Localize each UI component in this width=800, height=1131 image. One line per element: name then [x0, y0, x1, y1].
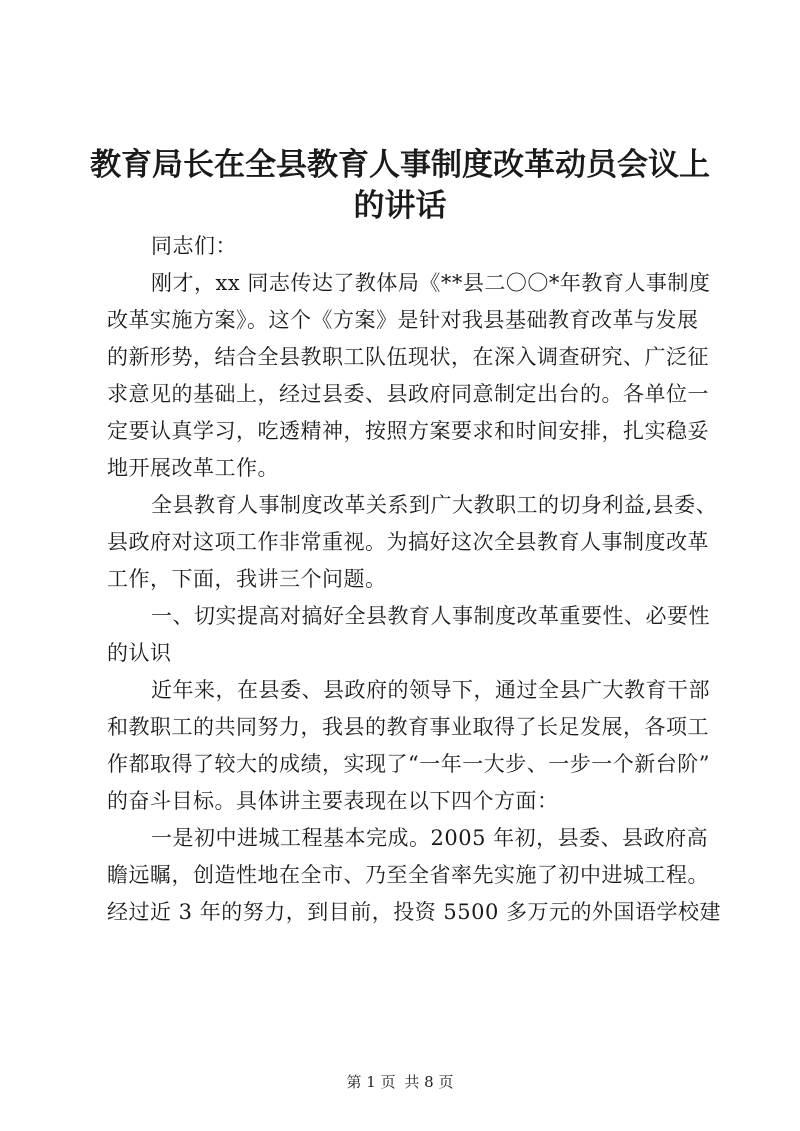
paragraph-line: 近年来，在县委、县政府的领导下，通过全县广大教育干部	[151, 678, 710, 702]
document-body	[107, 228, 722, 931]
document-title-line-1: 教育局长在全县教育人事制度改革动员会议上	[90, 147, 710, 183]
page-total: 共 8 页	[404, 1073, 454, 1091]
paragraph-line: 作都取得了较大的成绩，实现了“一年一大步、一步一个新台阶”	[107, 752, 710, 776]
paragraph-line: 求意见的基础上，经过县委、县政府同意制定出台的。各单位一	[107, 382, 709, 406]
document-title-line-2: 的讲话	[353, 188, 447, 224]
paragraph-line: 瞻远瞩，创造性地在全市、乃至全省率先实施了初中进城工程。	[107, 863, 709, 887]
paragraph-line: 经过近 3 年的努力，到目前，投资 5500 多万元的外国语学校建	[107, 900, 722, 924]
paragraph-line: 和教职工的共同努力，我县的教育事业取得了长足发展，各项工	[107, 715, 709, 739]
paragraph-line: 县政府对这项工作非常重视。为搞好这次全县教育人事制度改革	[107, 530, 709, 554]
salutation: 同志们：	[151, 234, 237, 258]
paragraph-line: 地开展改革工作。	[107, 456, 279, 480]
section-heading-line: 的认识	[107, 641, 172, 665]
paragraph-line: 工作，下面，我讲三个问题。	[107, 567, 387, 591]
paragraph-line: 一是初中进城工程基本完成。2005 年初，县委、县政府高	[151, 826, 709, 850]
paragraph-line: 的新形势，结合全县教职工队伍现状，在深入调查研究、广泛征	[107, 345, 709, 369]
page-number: 第 1 页	[346, 1073, 396, 1091]
paragraph-line: 改革实施方案》。这个《方案》是针对我县基础教育改革与发展	[107, 308, 699, 332]
page-footer	[0, 1072, 800, 1092]
paragraph-line: 刚才，xx 同志传达了教体局《**县二〇〇*年教育人事制度	[151, 271, 711, 295]
section-heading-line: 一、切实提高对搞好全县教育人事制度改革重要性、必要性	[151, 604, 710, 628]
paragraph-line: 定要认真学习，吃透精神，按照方案要求和时间安排，扎实稳妥	[107, 419, 709, 443]
paragraph-line: 全县教育人事制度改革关系到广大教职工的切身利益,县委、	[151, 493, 718, 517]
paragraph-line: 的奋斗目标。具体讲主要表现在以下四个方面：	[107, 789, 559, 813]
